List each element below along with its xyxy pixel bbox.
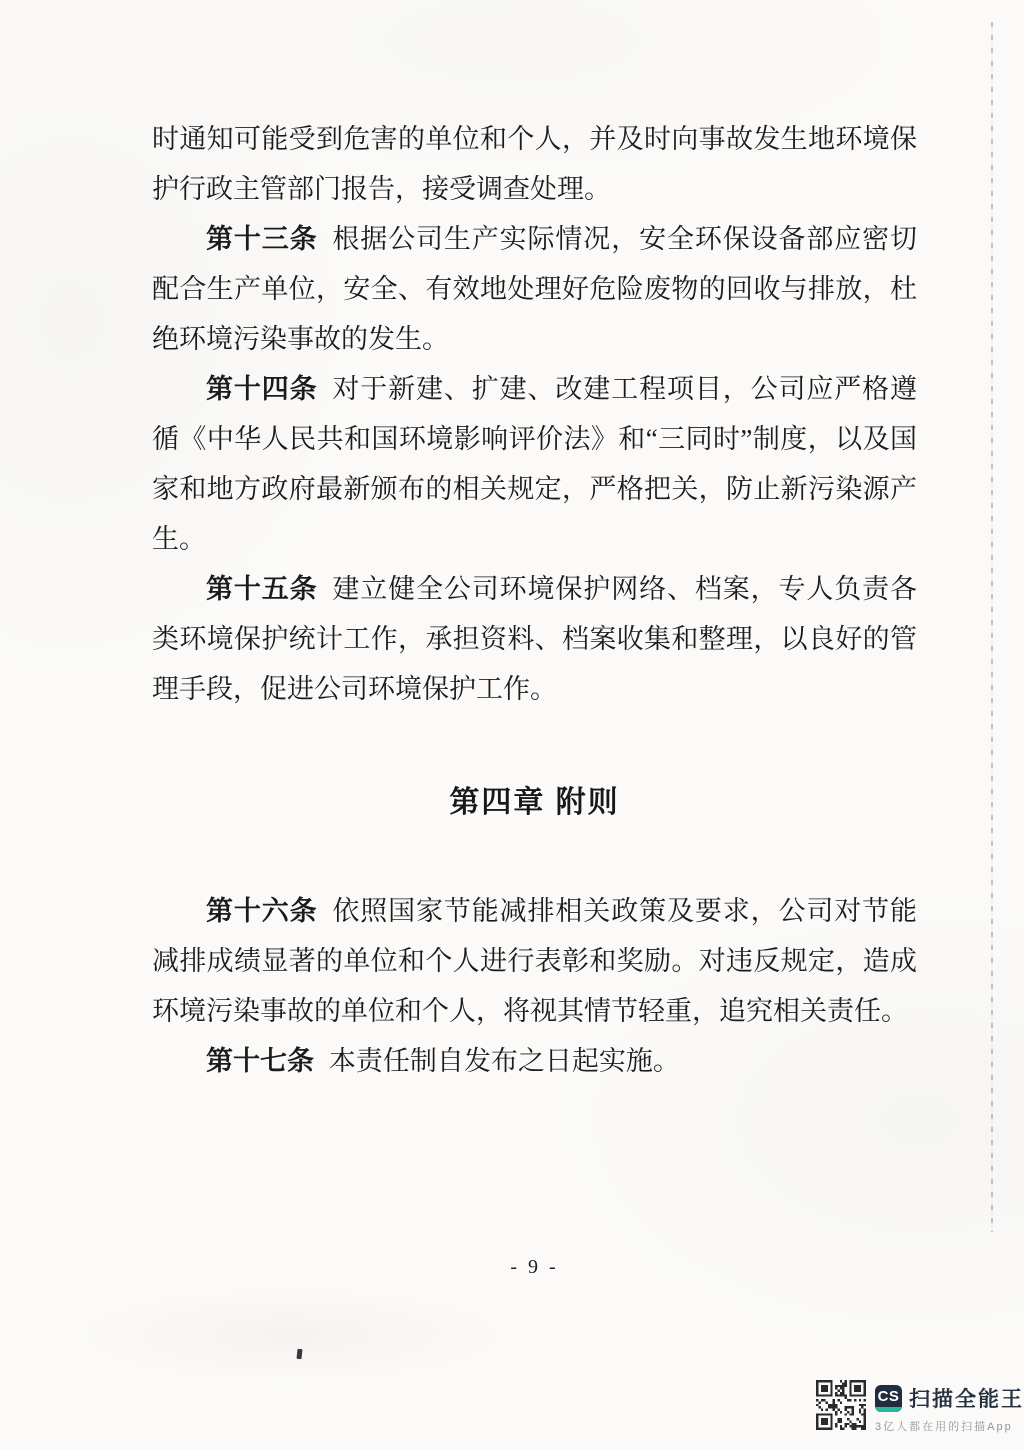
article-14-text: 对于新建、扩建、改建工程项目，公司应严格遵循《中华人民共和国环境影响评价法》和“三同时”制度，以及国家和地方政府最新颁布的相关规定，严格把关，防止新污染源产生。 [152,374,918,554]
article-16 [152,886,917,1036]
watermark-app-name: 扫描全能王 [909,1388,1024,1411]
article-16-number: 第十六条 [206,896,318,926]
qr-code-icon [816,1380,866,1430]
article-17-text: 本责任制自发布之日起实施。 [328,1046,680,1076]
scan-ink-speck [296,1349,302,1359]
camscanner-watermark [816,1380,1024,1434]
article-15-text: 建立健全公司环境保护网络、档案，专人负责各类环境保护统计工作，承担资料、档案收集和整理，以良好的管理手段，促进公司环境保护工作。 [152,574,918,704]
article-14 [152,364,917,564]
article-15-number: 第十五条 [206,574,318,604]
document-body [152,114,917,1086]
article-17-number: 第十七条 [206,1046,314,1076]
camscanner-logo-letters: CS [877,1387,900,1405]
scan-edge-artifact-line [991,22,993,1232]
article-13-text: 根据公司生产实际情况，安全环保设备部应密切配合生产单位，安全、有效地处理好危险废物的回收与排放，杜绝环境污染事故的发生。 [152,224,918,354]
watermark-text-block [875,1380,1024,1434]
page-number: - 9 - [510,1256,559,1278]
article-13 [152,214,917,364]
article-16-text: 依照国家节能减排相关政策及要求，公司对节能减排成绩显著的单位和个人进行表彰和奖励。对违反规定，造成环境污染事故的单位和个人，将视其情节轻重，追究相关责任。 [152,896,918,1026]
article-17 [152,1036,917,1086]
paragraph-continuation: 时通知可能受到危害的单位和个人，并及时向事故发生地环境保护行政主管部门报告，接受调查处理。 [152,124,917,204]
article-13-number: 第十三条 [206,224,318,254]
article-14-number: 第十四条 [206,374,318,404]
chapter-heading: 第四章 附则 [449,786,620,819]
watermark-tagline: 3亿人都在用的扫描App [875,1421,1013,1433]
article-15 [152,564,917,714]
camscanner-logo-icon [875,1385,902,1412]
